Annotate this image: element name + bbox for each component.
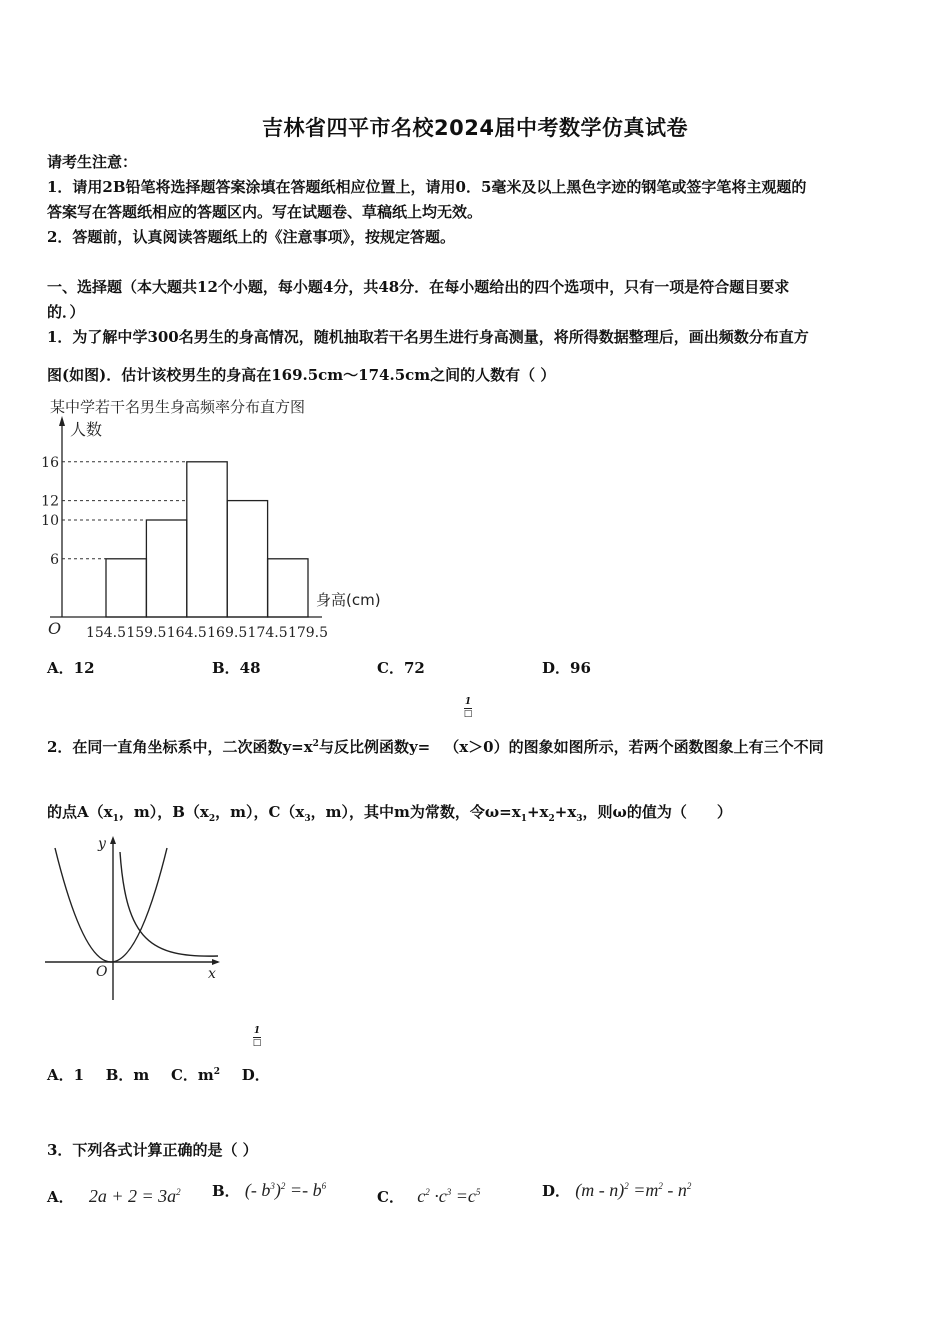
page-title: 吉林省四平市名校2024届中考数学仿真试卷 xyxy=(262,116,688,140)
y-tick-label: 16 xyxy=(41,454,59,471)
y-tick-label: 6 xyxy=(50,551,59,568)
x-tick-label: 169.5 xyxy=(207,625,248,641)
q2-fraction-denominator: □ xyxy=(463,709,473,719)
q2-option-d[interactable]: D． xyxy=(241,1066,270,1084)
q3-option-c[interactable]: C． $c^2 \cdot c^3 =c^5$ xyxy=(377,1186,481,1206)
x-tick-label: 159.5 xyxy=(126,625,167,641)
histogram-bar xyxy=(106,559,146,617)
section-heading-b: 的．） xyxy=(47,303,85,321)
q2-stem-b: 的点$A(x_1$，m），$B(x_2$，m），$C(x_3$，m），其中m为常数，令$\omega=x_1+x_2+x_3$，则ω的值为（ ） xyxy=(47,803,732,824)
q2-d-fraction-denominator: □ xyxy=(252,1038,262,1048)
y-axis-arrow xyxy=(59,416,65,426)
x-tick-label: 154.5 xyxy=(85,625,127,641)
x-tick-label: 164.5 xyxy=(166,625,207,641)
graph-x-label: x xyxy=(208,966,216,982)
y-tick-label: 10 xyxy=(41,513,59,529)
histogram-bar xyxy=(146,520,186,617)
q1-option-d[interactable]: D．96 xyxy=(542,659,591,677)
y-tick-label: 12 xyxy=(41,493,59,510)
q3-option-b[interactable]: B． (- $b^3)^2 =- b^6$ xyxy=(212,1180,327,1200)
q3-option-a[interactable]: A． $2a + 2 = 3a^2$ xyxy=(47,1186,181,1206)
histogram-bar xyxy=(227,501,267,617)
x-tick-label: 179.5 xyxy=(287,625,329,641)
notice-line-1b: 答案写在答题纸相应的答题区内。写在试题卷、草稿纸上均无效。 xyxy=(47,203,483,221)
q1-option-a[interactable]: A．12 xyxy=(47,659,95,677)
notice-line-1a: 1．请用2B铅笔将选择题答案涂填在答题纸相应位置上，请用0．5毫米及以上黑色字迹的钢笔或签字笔将主观题的 xyxy=(47,178,807,196)
q2-fraction-numerator: 1 xyxy=(464,697,472,707)
section-heading-a: 一、选择题（本大题共12个小题，每小题4分，共48分．在每小题给出的四个选项中，只有一项是符合题目要求 xyxy=(47,278,790,296)
q1-stem-a: 1．为了解中学300名男生的身高情况，随机抽取若干名男生进行身高测量，将所得数据整理后，画出频数分布直方 xyxy=(47,328,809,346)
notice-heading: 请考生注意： xyxy=(47,153,138,171)
histogram-bar xyxy=(268,559,308,617)
parabola-curve xyxy=(55,848,167,962)
q2-option-b[interactable]: B．m xyxy=(105,1066,150,1084)
q1-option-c[interactable]: C．72 xyxy=(377,659,425,677)
histogram-bar xyxy=(187,462,227,617)
q3-stem: 3．下列各式计算正确的是（ ） xyxy=(47,1141,258,1159)
q2-option-a[interactable]: A．1 xyxy=(47,1066,85,1084)
q2-d-fraction xyxy=(251,1027,263,1048)
q2-stem-a: 2．在同一直角坐标系中，二次函数$y=x^2$与反比例函数y= （x＞0）的图象如图所示，若两个函数图象上有三个不同 xyxy=(47,738,824,756)
height-histogram xyxy=(40,392,400,647)
q2-options xyxy=(47,1064,270,1085)
notice-line-2: 2．答题前，认真阅读答题纸上的《注意事项》，按规定答题。 xyxy=(47,228,455,246)
q2-fraction xyxy=(462,698,474,719)
q1-option-b[interactable]: B．48 xyxy=(212,659,261,677)
q1-stem-b: 图(如图)．估计该校男生的身高在169.5cm～174.5cm之间的人数有（ ） xyxy=(47,366,556,384)
q2-d-fraction-numerator: 1 xyxy=(253,1026,261,1036)
graph-y-label: y xyxy=(98,836,106,852)
x-tick-label: 174.5 xyxy=(247,625,288,641)
function-graph xyxy=(40,830,230,1010)
origin-label: O xyxy=(48,619,62,638)
q2-option-c[interactable]: C．$m^2$ xyxy=(170,1066,221,1084)
chart-title: 某中学若干名男生身高频率分布直方图 xyxy=(50,398,306,416)
y-axis-label: 人数 xyxy=(70,420,103,439)
graph-x-arrow xyxy=(212,959,220,965)
x-axis-label: 身高(cm) xyxy=(316,591,381,609)
graph-origin-label: O xyxy=(96,964,108,980)
q3-option-d[interactable]: D． $(m - n)^2 =m^2 - n^2$ xyxy=(542,1180,692,1200)
graph-y-arrow xyxy=(110,836,116,844)
